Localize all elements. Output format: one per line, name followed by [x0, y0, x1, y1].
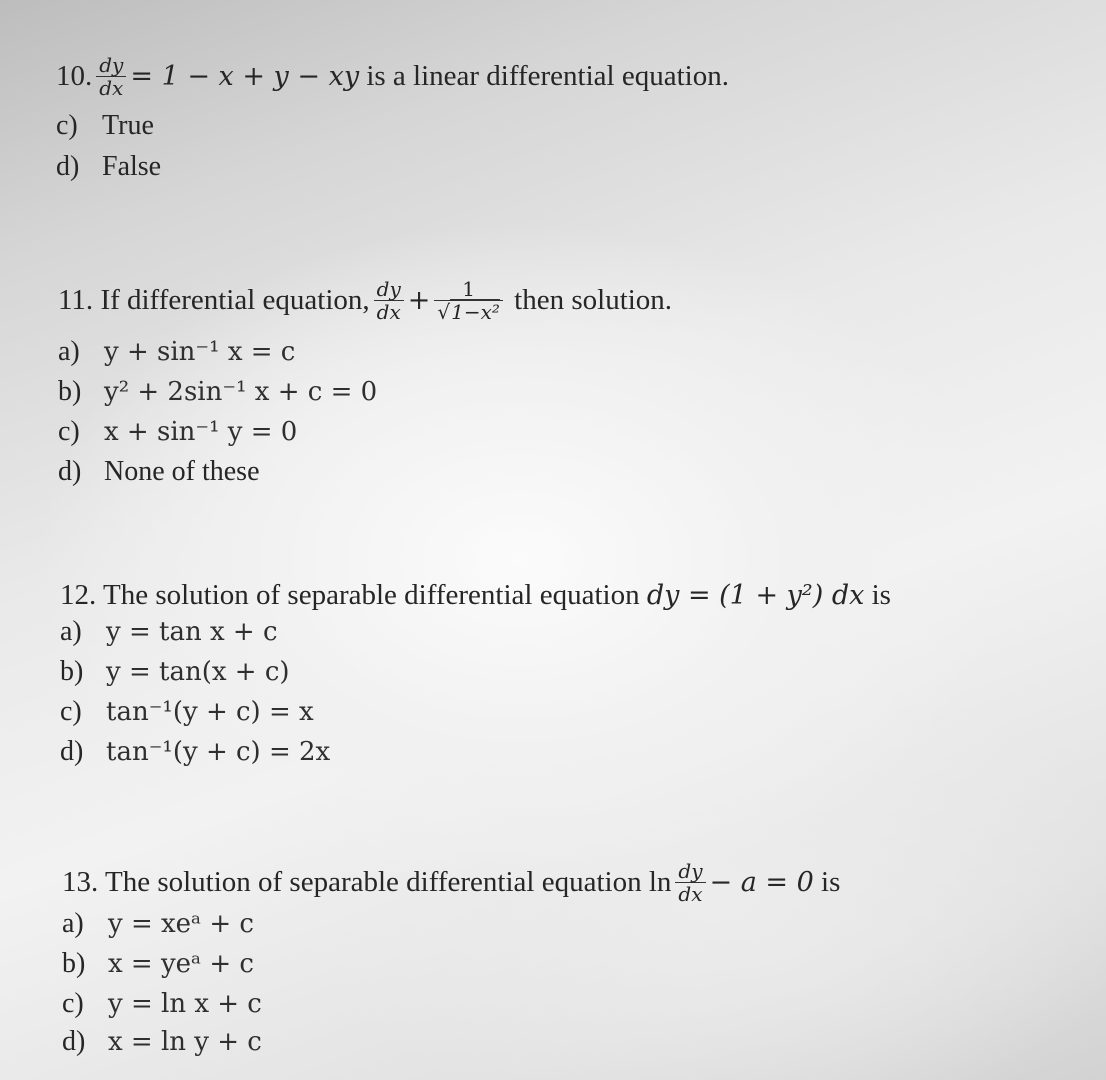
stem-text: The solution of separable differential equation ln — [104, 866, 672, 899]
option-d[interactable]: d) False — [56, 151, 162, 182]
stem-text-end: is — [821, 866, 841, 899]
option-c[interactable]: c) x + sin⁻¹ y = 0 — [58, 416, 298, 447]
equation-text: = 1 − x + y − xy — [130, 61, 360, 93]
option-a[interactable]: a) y = xeᵃ + c — [62, 908, 254, 939]
option-d[interactable]: d) tan⁻¹(y + c) = 2x — [60, 736, 331, 767]
sqrt-symbol: √ — [437, 300, 451, 324]
option-c[interactable]: c) y = ln x + c — [62, 988, 262, 1019]
plus-sign: + — [407, 285, 431, 317]
option-b[interactable]: b) x = yeᵃ + c — [62, 948, 254, 979]
inverse-sqrt-fraction: $\frac{1}{\text{√1−x²}}$ — [434, 278, 503, 323]
stem-text-end: is — [871, 579, 891, 611]
option-b[interactable]: b) y² + 2sin⁻¹ x + c = 0 — [58, 376, 378, 407]
stem-text-end: then solution. — [514, 284, 673, 317]
option-a[interactable]: a) y = tan x + c — [60, 616, 278, 647]
dy-dx-fraction: $\frac{dy}{dx}$ — [675, 860, 705, 905]
option-d[interactable]: d) x = ln y + c — [62, 1026, 262, 1057]
question-12-stem — [60, 578, 891, 613]
dy-dx-fraction: $\frac{dy}{dx}$ — [374, 278, 404, 323]
option-c[interactable]: c) tan⁻¹(y + c) = x — [60, 696, 314, 727]
question-10-stem — [56, 53, 729, 101]
stem-text: is a linear differential equation. — [359, 60, 729, 93]
stem-text: The solution of separable differential equation — [102, 579, 640, 611]
question-number: 13. — [62, 866, 99, 899]
equation-text: − a = 0 — [709, 867, 814, 899]
question-13-stem — [62, 859, 841, 907]
equation-text: dy = (1 + y²) dx — [646, 580, 865, 611]
option-b[interactable]: b) y = tan(x + c) — [60, 656, 290, 687]
option-d[interactable]: d) None of these — [58, 456, 260, 487]
option-a[interactable]: a) y + sin⁻¹ x = c — [58, 336, 296, 367]
question-number: 12. — [60, 579, 97, 611]
stem-text: If differential equation, — [100, 284, 370, 317]
question-11-stem — [58, 277, 673, 325]
dy-dx-fraction: $\frac{dy}{dx}$ — [96, 54, 126, 99]
question-number: 11. — [58, 284, 94, 317]
question-number: 10. — [56, 60, 93, 93]
option-c[interactable]: c) True — [56, 110, 154, 141]
